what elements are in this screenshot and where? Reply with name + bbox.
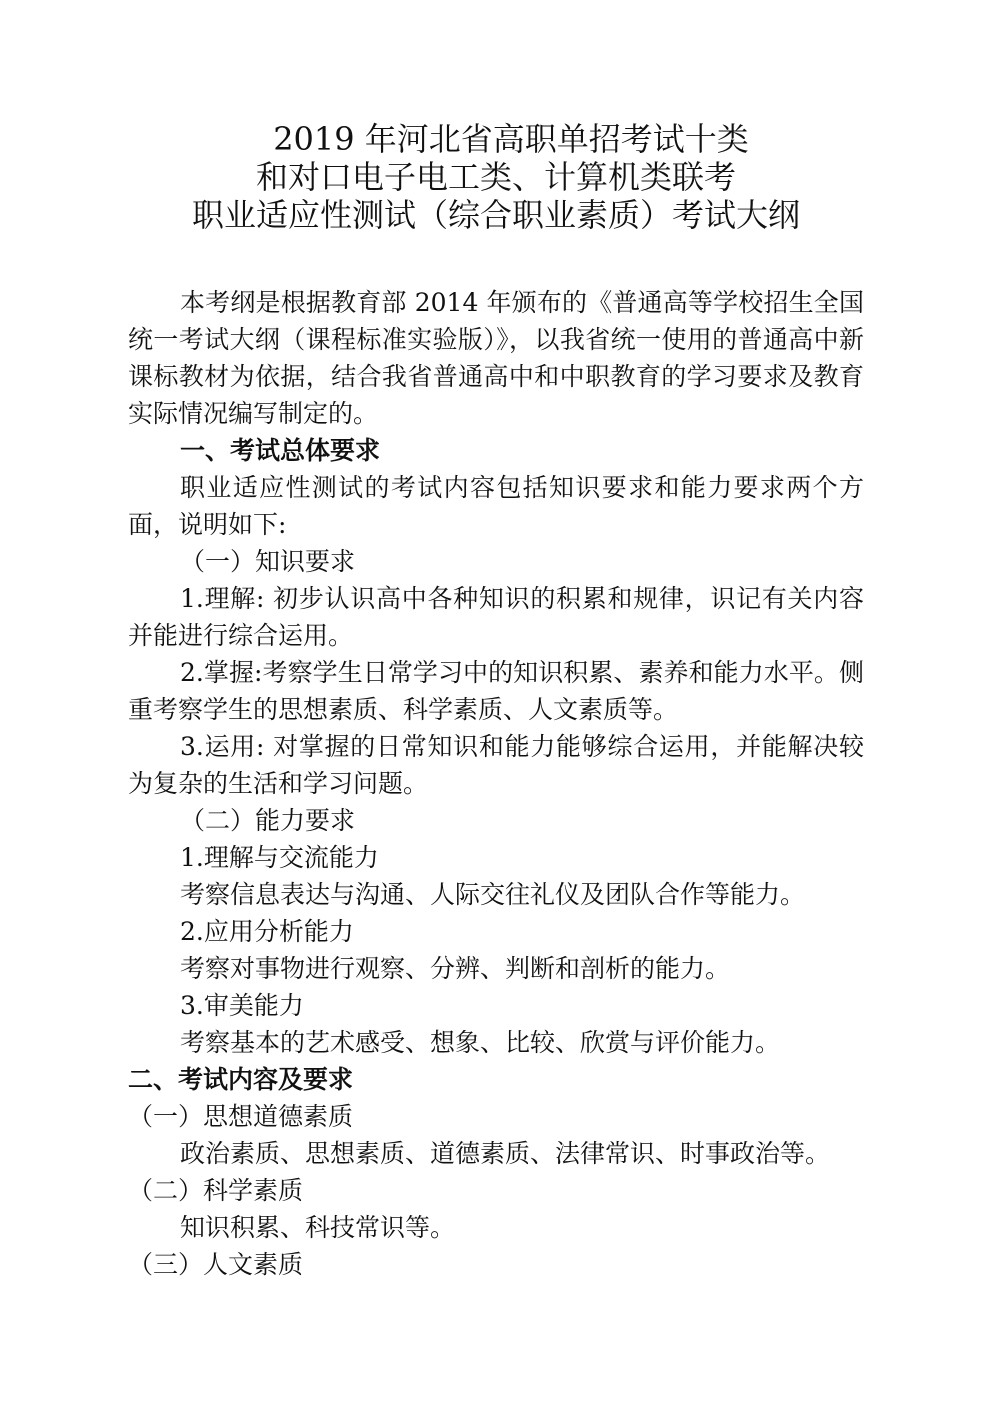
title-line-1: 2019 年河北省高职单招考试十类 [273,120,749,158]
section-2-part-2-heading: （二）科学素质 [128,1176,304,1205]
section-2-part-2-desc: 知识积累、科技常识等。 [180,1213,456,1242]
ability-item-1-title: 1.理解与交流能力 [180,843,379,872]
ability-item-3-title: 3.审美能力 [180,991,304,1020]
title-line-3: 职业适应性测试（综合职业素质）考试大纲 [191,196,800,234]
document-body [128,284,864,1283]
ability-item-1-desc: 考察信息表达与沟通、人际交往礼仪及团队合作等能力。 [180,880,806,909]
ability-item-3-desc: 考察基本的艺术感受、想象、比较、欣赏与评价能力。 [180,1028,781,1057]
section-2-part-3-heading: （三）人文素质 [128,1250,304,1279]
document-title [128,120,864,234]
title-line-2: 和对口电子电工类、计算机类联考 [255,158,736,196]
section-1-heading: 一、考试总体要求 [180,436,381,465]
ability-item-2-desc: 考察对事物进行观察、分辨、判断和剖析的能力。 [180,954,731,983]
section-2-part-1-heading: （一）思想道德素质 [128,1102,354,1131]
section-2-part-1-desc: 政治素质、思想素质、道德素质、法律常识、时事政治等。 [180,1139,831,1168]
knowledge-item-3: 3.运用: 对掌握的日常知识和能力能够综合运用，并能解决较为复杂的生活和学习问题。 [128,732,864,798]
knowledge-heading: （一）知识要求 [180,547,356,576]
section-2-heading: 二、考试内容及要求 [128,1065,354,1094]
ability-item-2-title: 2.应用分析能力 [180,917,354,946]
knowledge-item-2: 2.掌握:考察学生日常学习中的知识积累、素养和能力水平。侧重考察学生的思想素质、科学素质、人文素质等。 [128,658,864,724]
ability-heading: （二）能力要求 [180,806,356,835]
knowledge-item-1: 1.理解: 初步认识高中各种知识的积累和规律，识记有关内容并能进行综合运用。 [128,584,864,650]
intro-paragraph: 本考纲是根据教育部 2014 年颁布的《普通高等学校招生全国统一考试大纲（课程标准实验版）》，以我省统一使用的普通高中新课标教材为依据，结合我省普通高中和中职教育的学习要求及教育实际情况编写制定的。 [128,288,864,428]
section-1-description: 职业适应性测试的考试内容包括知识要求和能力要求两个方面，说明如下: [128,473,864,539]
